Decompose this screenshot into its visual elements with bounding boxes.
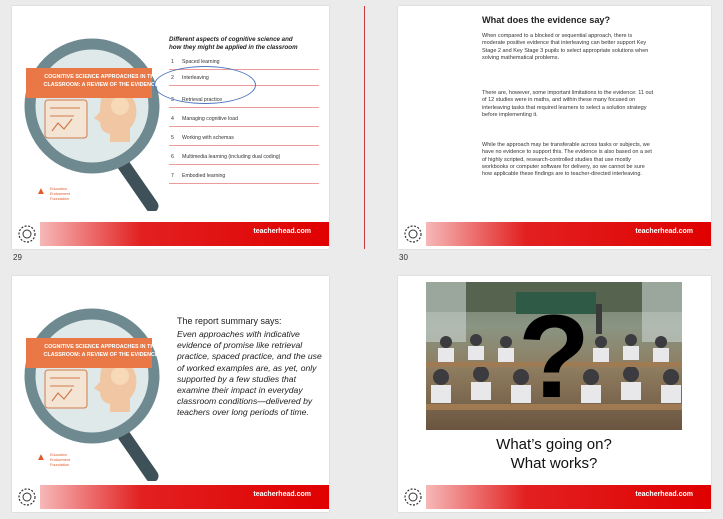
magnifier-graphic: [12, 6, 172, 211]
item-label: Interleaving: [182, 75, 209, 81]
slide1-title-line: Different aspects of cognitive science and: [169, 36, 293, 43]
slide-thumbnail-32[interactable]: [398, 276, 711, 512]
evidence-paragraph: There are, however, some important limitations to the evidence: 11 out of 12 studies were in maths, and within these many focused on interleaving tasks that required learners to select a solution strategy before implementing it.: [482, 90, 654, 118]
item-number: 3: [171, 97, 174, 103]
caption-line: What’s going on?: [496, 436, 612, 453]
classroom-photo: [426, 282, 682, 430]
slide1-title: [169, 36, 319, 52]
eef-report-banner: [26, 338, 159, 368]
brain-cog-logo-icon: [15, 222, 39, 246]
eef-logo-line: Foundation: [50, 463, 69, 467]
footer-site-label: teacherhead.com: [253, 491, 311, 498]
item-label: Embodied learning: [182, 173, 226, 179]
slide-thumbnail-29[interactable]: [12, 6, 329, 249]
item-label: Retrieval practice: [182, 97, 223, 103]
item-label: Spaced learning: [182, 59, 220, 65]
item-number: 5: [171, 135, 174, 141]
list-item: [169, 111, 319, 127]
eef-logo: [36, 452, 106, 472]
brain-cog-logo-icon: [401, 485, 425, 509]
slide-footer: [12, 219, 329, 249]
footer-site-label: teacherhead.com: [253, 228, 311, 235]
eef-banner-text: COGNITIVE SCIENCE APPROACHES IN THE CLASSROOM: A REVIEW OF THE EVIDENCE: [43, 74, 159, 88]
item-number: 7: [171, 173, 174, 179]
summary-quote: Even approaches with indicative evidence of promise like retrieval practice, spaced practice, and the use of worked examples are, as yet, only supported by a few studies that examine their impact in everyday classroom conditions—delivered by teachers over long periods of time.: [177, 329, 322, 418]
brain-cog-logo-icon: [15, 485, 39, 509]
item-number: 1: [171, 59, 174, 65]
slide-number: 30: [399, 253, 408, 262]
footer-site-label: teacherhead.com: [635, 228, 693, 235]
brain-cog-logo-icon: [401, 222, 425, 246]
slide-footer: [12, 482, 329, 512]
slide-number: 29: [13, 253, 22, 262]
eef-logo-line: Education: [50, 453, 67, 457]
slide1-title-line: how they might be applied in the classroom: [169, 44, 298, 51]
eef-logo-line: Foundation: [50, 197, 69, 201]
slide2-title: What does the evidence say?: [482, 15, 611, 25]
eef-logo-line: Endowment: [50, 192, 71, 196]
slide-thumbnail-30[interactable]: [398, 6, 711, 249]
item-label: Multimedia learning (including dual coding): [182, 154, 281, 160]
eef-logo-line: Education: [50, 187, 67, 191]
list-item: [169, 130, 319, 146]
summary-heading: The report summary says:: [177, 316, 282, 326]
list-item: [169, 168, 319, 184]
evidence-paragraph: When compared to a blocked or sequential approach, there is moderate positive evidence that interleaving can better support Key Stage 2 and Key Stage 3 pupils to select appropriate solutions when solving mathematical problems.: [482, 33, 649, 61]
magnifier-graphic: [12, 276, 172, 481]
footer-site-label: teacherhead.com: [635, 491, 693, 498]
slide-thumbnail-31[interactable]: [12, 276, 329, 512]
evidence-paragraph: While the approach may be transferable across tasks or subjects, we have no evidence to support this. The evidence is also based on a set of highly scripted, research-controlled studies that use mostly workbooks or computer software for delivery, so we cannot be sure how applicable these findings are to teacher-directed interleaving.: [482, 142, 652, 178]
slide-footer: [398, 482, 711, 512]
eef-triangle-icon: ▲: [36, 452, 46, 463]
item-number: 6: [171, 154, 174, 160]
eef-triangle-icon: ▲: [36, 186, 46, 197]
item-label: Working with schemas: [182, 135, 234, 141]
slide-footer: [398, 219, 711, 249]
question-mark-icon: ?: [517, 291, 591, 423]
caption-line: What works?: [510, 455, 598, 472]
eef-logo-line: Endowment: [50, 458, 71, 462]
highlight-circle-annotation: [154, 66, 256, 104]
list-item: [169, 149, 319, 165]
item-number: 2: [171, 75, 174, 81]
eef-report-banner: [26, 68, 159, 98]
eef-banner-text: COGNITIVE SCIENCE APPROACHES IN THE CLASSROOM: A REVIEW OF THE EVIDENCE: [43, 344, 159, 358]
item-label: Managing cognitive load: [182, 116, 238, 122]
slide-divider: [364, 6, 365, 249]
eef-logo: [36, 186, 106, 206]
item-number: 4: [171, 116, 174, 122]
